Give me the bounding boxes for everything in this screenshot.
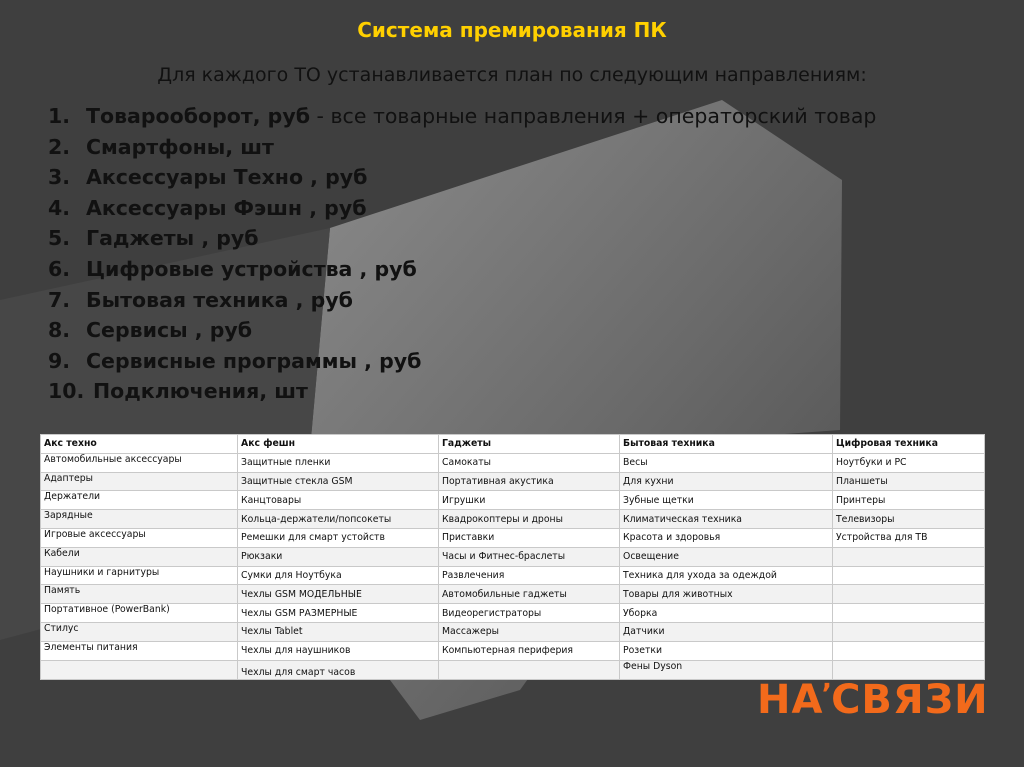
plan-item-title: Бытовая техника , руб — [86, 287, 353, 312]
plan-item-number: 2. — [48, 134, 71, 159]
logo-apostrophe: ʼ — [821, 677, 834, 710]
table-cell: Держатели — [41, 491, 238, 510]
table-cell: Весы — [620, 453, 833, 472]
table-cell: Наушники и гарнитуры — [41, 566, 238, 585]
table-cell: Чехлы GSM РАЗМЕРНЫЕ — [238, 604, 439, 623]
table-row — [41, 528, 985, 547]
table-cell: Игровые аксессуары — [41, 528, 238, 547]
table-cell: Фены Dyson — [620, 660, 833, 680]
table-cell: Игрушки — [439, 491, 620, 510]
table-cell: Портативная акустика — [439, 472, 620, 491]
brand-logo — [757, 676, 989, 724]
plan-item — [48, 315, 876, 346]
plan-item-number: 1. — [48, 104, 71, 128]
table-cell — [833, 566, 985, 585]
plan-item-number: 8. — [48, 318, 71, 343]
plan-item-number: 3. — [48, 165, 71, 190]
plan-item-number: 9. — [48, 348, 71, 373]
plan-item — [48, 162, 876, 193]
table-cell: Ремешки для смарт устойств — [238, 528, 439, 547]
table-row — [41, 566, 985, 585]
plan-list — [48, 101, 876, 407]
table-cell: Зарядные — [41, 510, 238, 529]
table-cell: Планшеты — [833, 472, 985, 491]
table-cell — [833, 641, 985, 660]
logo-text-part-1: НА — [757, 677, 824, 723]
table-header-row — [41, 435, 985, 454]
table-cell: Телевизоры — [833, 510, 985, 529]
table-cell — [439, 660, 620, 680]
product-categories-table — [40, 434, 985, 680]
plan-item-title: Смартфоны, шт — [86, 134, 274, 159]
table-row — [41, 510, 985, 529]
plan-item-title: Аксессуары Фэшн , руб — [86, 195, 367, 220]
table-cell: Для кухни — [620, 472, 833, 491]
table-cell: Видеорегистраторы — [439, 604, 620, 623]
table-cell: Самокаты — [439, 453, 620, 472]
table-cell: Освещение — [620, 547, 833, 566]
table-cell: Чехлы для смарт часов — [238, 660, 439, 680]
table-cell: Автомобильные гаджеты — [439, 585, 620, 604]
plan-item-title: Подключения, шт — [93, 379, 308, 404]
plan-item — [48, 285, 876, 316]
table-cell: Защитные стекла GSM — [238, 472, 439, 491]
table-row — [41, 641, 985, 660]
page-subtitle: Для каждого ТО устанавливается план по следующим направлениям: — [157, 64, 867, 86]
table-cell: Автомобильные аксессуары — [41, 453, 238, 472]
plan-item — [48, 132, 876, 163]
plan-item — [48, 346, 876, 377]
column-header: Цифровая техника — [833, 435, 985, 454]
table-cell: Товары для животных — [620, 585, 833, 604]
plan-item-title: Аксессуары Техно , руб — [86, 165, 368, 190]
plan-item — [48, 101, 876, 132]
table-cell: Рюкзаки — [238, 547, 439, 566]
table-cell: Устройства для ТВ — [833, 528, 985, 547]
plan-item — [48, 223, 876, 254]
column-header: Бытовая техника — [620, 435, 833, 454]
table-row — [41, 491, 985, 510]
table-cell: Портативное (PowerBank) — [41, 604, 238, 623]
table-cell: Развлечения — [439, 566, 620, 585]
table-cell — [833, 547, 985, 566]
column-header: Акс техно — [41, 435, 238, 454]
table-cell: Кабели — [41, 547, 238, 566]
plan-item-number: 5. — [48, 226, 71, 251]
table-cell: Память — [41, 585, 238, 604]
column-header: Акс фешн — [238, 435, 439, 454]
plan-item-title: Сервисные программы , руб — [86, 348, 422, 373]
table-cell: Приставки — [439, 528, 620, 547]
table-cell: Датчики — [620, 622, 833, 641]
table-cell — [833, 585, 985, 604]
table-cell: Ноутбуки и PC — [833, 453, 985, 472]
table-row — [41, 604, 985, 623]
table-cell: Чехлы Tablet — [238, 622, 439, 641]
column-header: Гаджеты — [439, 435, 620, 454]
table-cell: Техника для ухода за одеждой — [620, 566, 833, 585]
table-cell: Розетки — [620, 641, 833, 660]
plan-item-title: Цифровые устройства , руб — [86, 256, 417, 281]
plan-item-number: 10. — [48, 379, 85, 404]
table-cell: Климатическая техника — [620, 510, 833, 529]
plan-item-title: Сервисы , руб — [86, 318, 253, 343]
plan-item-number: 6. — [48, 256, 71, 281]
plan-item — [48, 193, 876, 224]
table-row — [41, 453, 985, 472]
table-cell: Красота и здоровья — [620, 528, 833, 547]
table-cell: Зубные щетки — [620, 491, 833, 510]
table-cell: Квадрокоптеры и дроны — [439, 510, 620, 529]
table-row — [41, 547, 985, 566]
table-cell: Элементы питания — [41, 641, 238, 660]
table-cell: Сумки для Ноутбука — [238, 566, 439, 585]
table-cell: Уборка — [620, 604, 833, 623]
plan-item — [48, 254, 876, 285]
logo-text-part-2: СВЯЗИ — [831, 677, 989, 723]
table-cell: Канцтовары — [238, 491, 439, 510]
page-title: Система премирования ПК — [357, 18, 667, 42]
table-cell: Компьютерная периферия — [439, 641, 620, 660]
table-cell: Адаптеры — [41, 472, 238, 491]
table-cell: Часы и Фитнес-браслеты — [439, 547, 620, 566]
table-cell: Чехлы для наушников — [238, 641, 439, 660]
table-cell: Чехлы GSM МОДЕЛЬНЫЕ — [238, 585, 439, 604]
plan-item-title: Товарооборот, руб — [86, 104, 311, 128]
table-cell — [41, 660, 238, 680]
plan-item-description: - все товарные направления + операторский товар — [310, 104, 877, 128]
table-cell: Стилус — [41, 622, 238, 641]
table-row — [41, 622, 985, 641]
plan-item-number: 4. — [48, 195, 71, 220]
table-row — [41, 585, 985, 604]
table-cell: Массажеры — [439, 622, 620, 641]
table-cell — [833, 604, 985, 623]
table-cell — [833, 622, 985, 641]
plan-item — [48, 376, 876, 407]
table-cell: Кольца-держатели/попсокеты — [238, 510, 439, 529]
table-cell: Принтеры — [833, 491, 985, 510]
plan-item-number: 7. — [48, 287, 71, 312]
plan-item-title: Гаджеты , руб — [86, 226, 259, 251]
table-row — [41, 472, 985, 491]
table-cell: Защитные пленки — [238, 453, 439, 472]
